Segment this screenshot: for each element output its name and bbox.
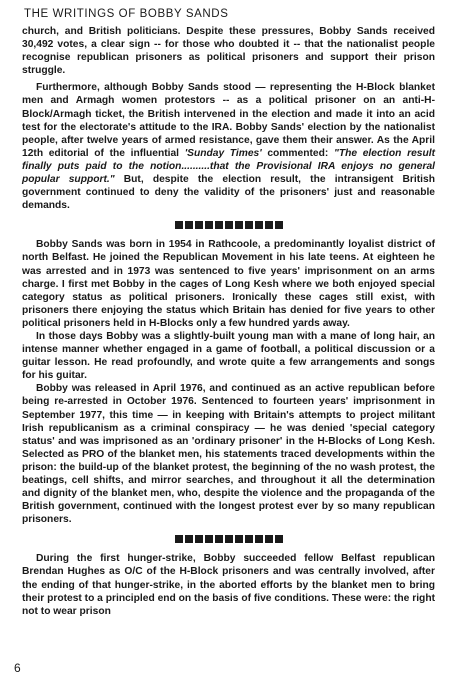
running-head: THE WRITINGS OF BOBBY SANDS xyxy=(24,8,229,20)
page-number: 6 xyxy=(14,661,21,675)
paragraph-2-text: commented: xyxy=(261,147,334,159)
section-separator xyxy=(22,530,435,546)
paragraph-2 xyxy=(22,81,435,212)
section-separator xyxy=(22,216,435,232)
paragraph-3: Bobby Sands was born in 1954 in Rathcoole, a predominantly loyalist district of north Belfast. He joined the Republican Movement in his late teens. At eighteen he was arrested and in 1973 was sentenced to five years' imprisonment on an arms charge. I first met Bobby in the cages of Long Kesh where we both enjoyed special category status as political prisoners. Ironically these cages still exist, with prisoners there enjoying the status which Britain has denied for five years to other political prisoners held in H-Blocks only a few hundred yards away. xyxy=(22,239,435,329)
editorial-quote: "The election result finally puts paid to the notion..........that the Provisional IRA enjoys no general popular support." xyxy=(22,147,435,186)
paragraph-5: Bobby was released in April 1976, and continued as an active republican before being re-arrested in October 1976. Sentenced to fourteen years' imprisonment in September 1977, this time — in keeping with Britain's attempts to project militant Irish republicanism as a criminal conspiracy — he was denied 'special category status' and was imprisoned as an 'ordinary prisoner' in the H-Blocks of Long Kesh. Selected as PRO of the blanket men, his statements traced developments within the prison: the build-up of the blanket protest, the beginning of the no wash protest, the beatings, cell shifts, and mirror searches, and throughout it all the determination and dignity of the blanket men, who, despite the violence and the propaganda of the British government, continued with the longest protest ever by so many republican prisoners. xyxy=(22,383,435,526)
newspaper-title: 'Sunday Times' xyxy=(184,147,262,159)
paragraph-1: church, and British politicians. Despite these pressures, Bobby Sands received 30,492 votes, a clear sign -- for those who doubted it -- that the nationalist people recognise republican prisoners as political prisoners and support their prison struggle. xyxy=(22,26,435,77)
paragraph-2-text: But, despite the election result, the intransigent British government continued to deny the validity of the prisoners' just and reasonable demands. xyxy=(22,174,435,212)
paragraph-6: During the first hunger-strike, Bobby succeeded fellow Belfast republican Brendan Hughes as O/C of the H-Block prisoners and was centrally involved, after the ending of that hunger-strike, in the aborted efforts by the blanket men to bring their protest to a principled end on the basis of five conditions. These were: the right not to wear prison xyxy=(22,553,435,617)
paragraph-4: In those days Bobby was a slightly-built young man with a mane of long hair, an intense manner whether engaged in a game of football, a political discussion or a guitar lesson. He read profoundly, and wrote quite a few arrangements and songs for his guitar. xyxy=(22,330,435,382)
paragraph-2-text: Furthermore, although Bobby Sands stood — representing the H-Block blanket men and Armagh women protestors -- as a political prisoner on an anti-H-Block/Armagh ticket, the British intervened in the election and made it into an acid test for the electorate's attitude to the IRA. Bobby Sands' election by the nationalist people, after twelve years of armed resistance, gave them their answer. As the April 12th editorial of the influential xyxy=(22,82,435,159)
